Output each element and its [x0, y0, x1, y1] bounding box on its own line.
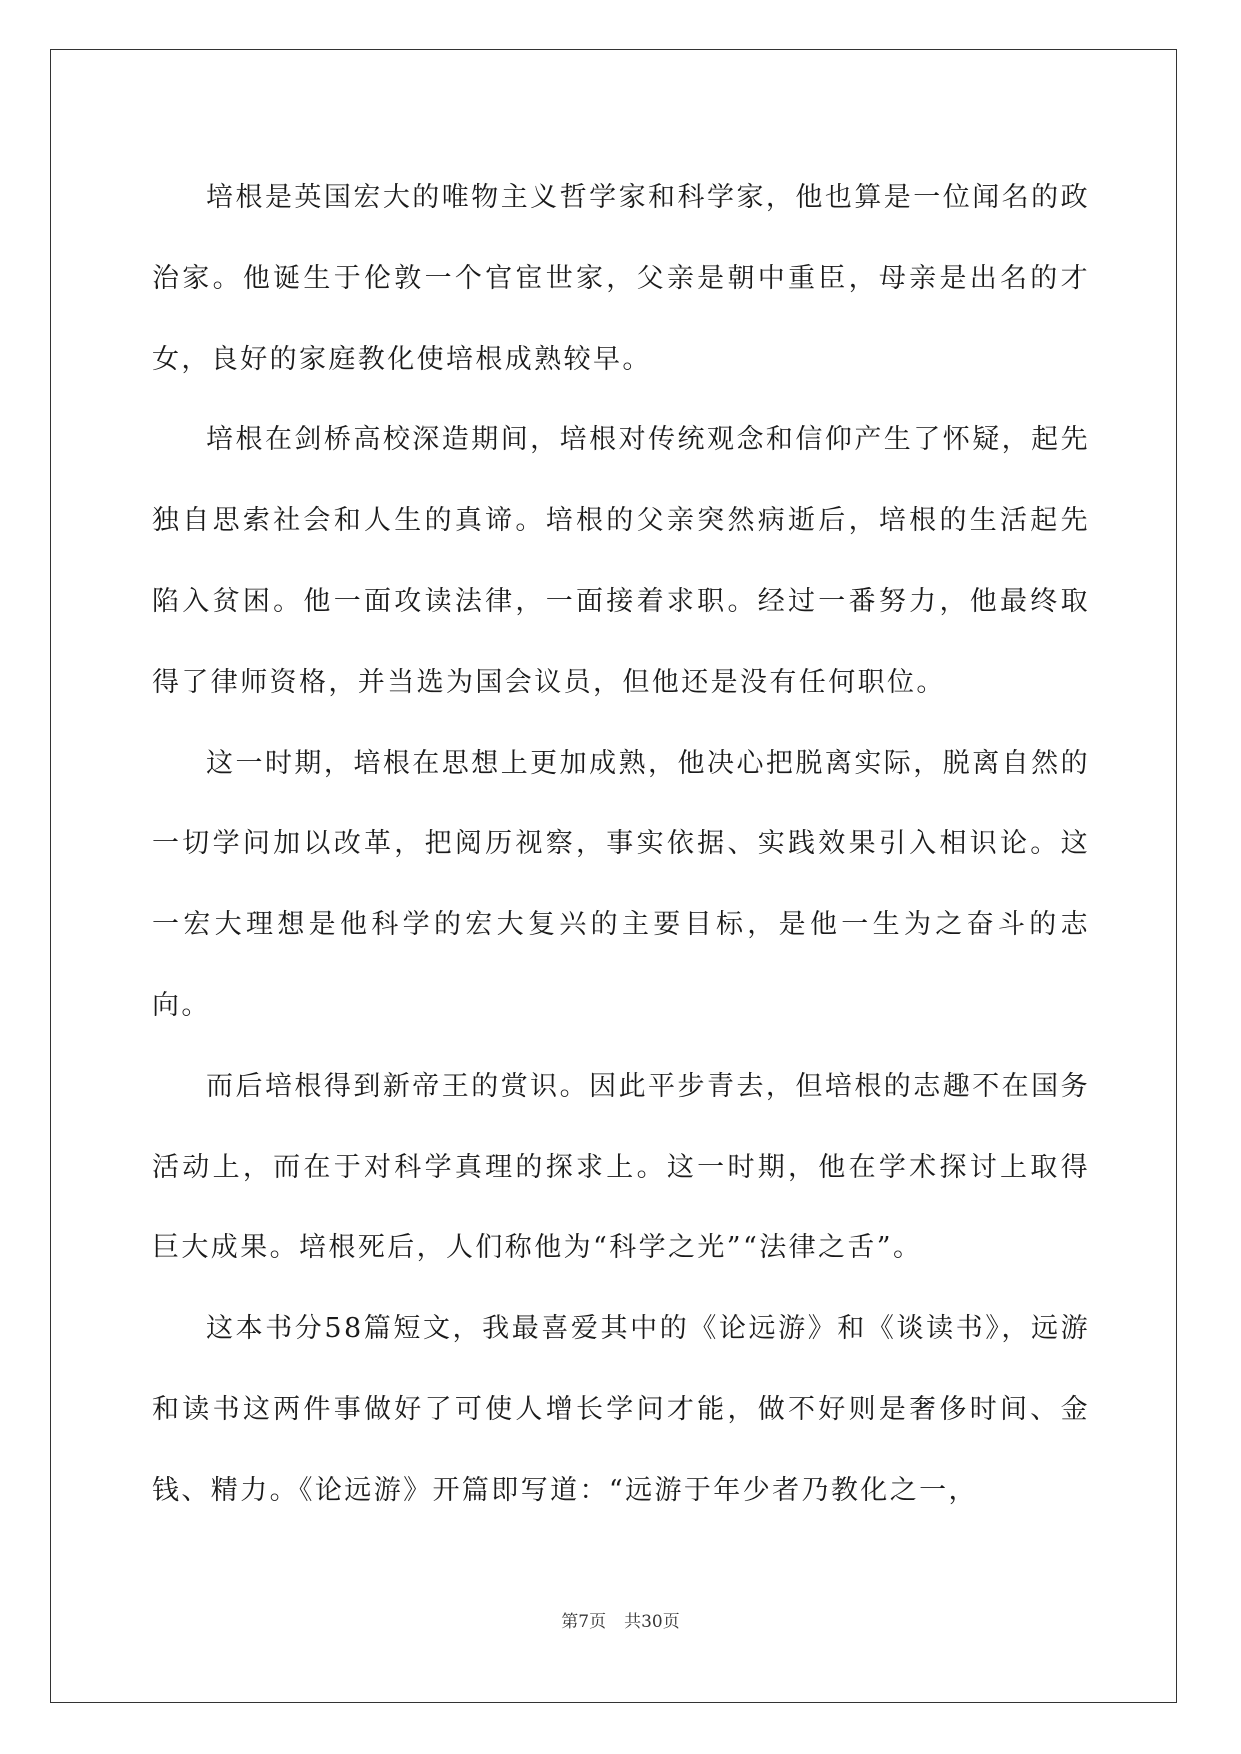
paragraph: 而后培根得到新帝王的赏识。因此平步青去，但培根的志趣不在国务活动上，而在于对科学真理的探求上。这一时期，他在学术探讨上取得巨大成果。培根死后，人们称他为“科学之光”“法律之舌”。	[152, 1070, 1090, 1264]
page-number: 第7页	[561, 1612, 607, 1632]
page-footer	[0, 1612, 1241, 1632]
paragraph: 这一时期，培根在思想上更加成熟，他决心把脱离实际，脱离自然的一切学问加以改革，把阅历视察，事实依据、实践效果引入相识论。这一宏大理想是他科学的宏大复兴的主要目标，是他一生为之奋斗的志向。	[152, 747, 1090, 1021]
document-body	[152, 158, 1090, 1532]
paragraph: 培根是英国宏大的唯物主义哲学家和科学家，他也算是一位闻名的政治家。他诞生于伦敦一个官宦世家，父亲是朝中重臣，母亲是出名的才女，良好的家庭教化使培根成熟较早。	[152, 182, 1090, 375]
paragraph: 培根在剑桥高校深造期间，培根对传统观念和信仰产生了怀疑，起先独自思索社会和人生的真谛。培根的父亲突然病逝后，培根的生活起先陷入贫困。他一面攻读法律，一面接着求职。经过一番努力，他最终取得了律师资格，并当选为国会议员，但他还是没有任何职位。	[152, 424, 1090, 698]
paragraph: 这本书分58篇短文，我最喜爱其中的《论远游》和《谈读书》，远游和读书这两件事做好了可使人增长学问才能，做不好则是奢侈时间、金钱、精力。《论远游》开篇即写道：“远游于年少者乃教化之一，	[152, 1313, 1090, 1506]
page-total: 共30页	[624, 1612, 680, 1632]
